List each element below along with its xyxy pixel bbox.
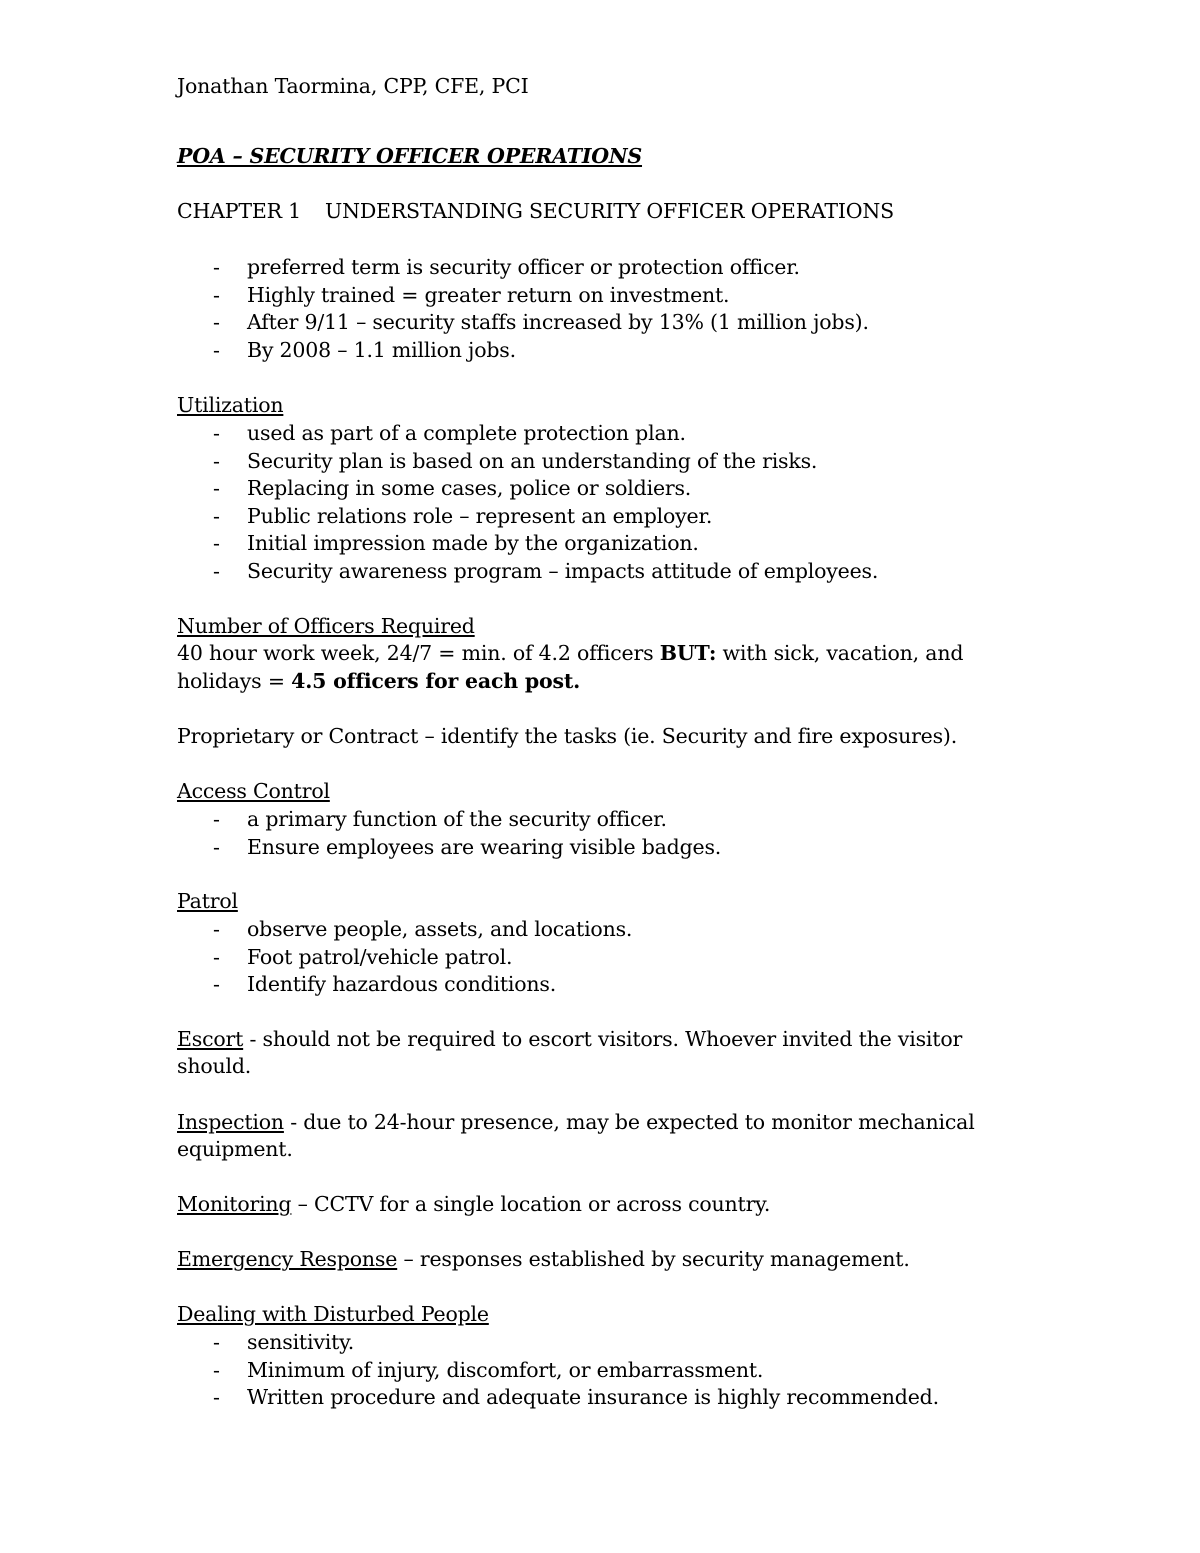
escort-paragraph-line-1: [177, 1025, 962, 1053]
chapter-name: UNDERSTANDING SECURITY OFFICER OPERATIONS: [325, 199, 894, 223]
list-item-text: Replacing in some cases, police or soldiers.: [247, 476, 692, 500]
inspection-text: - due to 24-hour presence, may be expected to monitor mechanical: [283, 1110, 975, 1134]
emergency-paragraph: [177, 1245, 910, 1273]
bullet-dash: -: [213, 337, 220, 362]
chapter-heading: [177, 197, 894, 225]
list-item-text: Highly trained = greater return on investment.: [247, 282, 730, 307]
list-item-text: observe people, assets, and locations.: [247, 917, 633, 941]
document-title: POA – SECURITY OFFICER OPERATIONS: [177, 144, 643, 168]
list-item-text: Security plan is based on an understanding of the risks.: [247, 448, 818, 473]
monitoring-paragraph: [177, 1190, 770, 1218]
officers-text: with sick, vacation, and: [716, 641, 964, 665]
list-item-text: After 9/11 – security staffs increased by 13% (1 million jobs).: [247, 310, 869, 334]
officers-text: 40 hour work week, 24/7 = min. of 4.2 officers: [177, 641, 660, 665]
list-item-text: Minimum of injury, discomfort, or embarrassment.: [247, 1357, 764, 1382]
bullet-dash: -: [213, 807, 220, 831]
bullet-dash: -: [213, 944, 220, 969]
list-item-text: used as part of a complete protection plan.: [247, 421, 686, 445]
escort-paragraph-line-2: should.: [177, 1054, 252, 1078]
list-item-text: By 2008 – 1.1 million jobs.: [247, 337, 516, 362]
bullet-dash: -: [213, 476, 220, 500]
list-item-text: Security awareness program – impacts attitude of employees.: [247, 558, 879, 583]
officers-emphasis: BUT:: [659, 641, 717, 665]
access-control-heading: Access Control: [177, 779, 330, 803]
bullet-dash: -: [213, 531, 220, 555]
bullet-dash: -: [213, 1385, 220, 1409]
inspection-paragraph-line-2: equipment.: [177, 1137, 293, 1161]
list-item-text: Written procedure and adequate insurance is highly recommended.: [247, 1385, 939, 1409]
patrol-heading: Patrol: [177, 889, 238, 913]
list-item-text: sensitivity.: [247, 1330, 355, 1354]
emergency-text: – responses established by security management.: [397, 1247, 910, 1271]
list-item-text: preferred term is security officer or protection officer.: [247, 255, 800, 279]
bullet-dash: -: [213, 1357, 220, 1382]
officers-heading: Number of Officers Required: [177, 614, 475, 638]
bullet-dash: -: [213, 972, 220, 996]
utilization-heading: Utilization: [177, 393, 284, 417]
monitoring-text: – CCTV for a single location or across country.: [291, 1192, 771, 1216]
officers-line-1: [177, 639, 963, 667]
chapter-number: CHAPTER 1: [177, 199, 301, 223]
officers-text: .: [573, 669, 581, 693]
bullet-dash: -: [213, 1330, 220, 1354]
inspection-paragraph-line-1: [177, 1108, 975, 1136]
escort-text: - should not be required to escort visitors. Whoever invited the visitor: [243, 1027, 963, 1051]
bullet-dash: -: [213, 310, 220, 334]
list-item-text: Initial impression made by the organization.: [247, 531, 699, 555]
bullet-dash: -: [213, 255, 220, 279]
inspection-heading: Inspection: [177, 1110, 284, 1134]
bullet-dash: -: [213, 282, 220, 307]
bullet-dash: -: [213, 421, 220, 445]
author-line: Jonathan Taormina, CPP, CFE, PCI: [177, 74, 529, 98]
list-item-text: Foot patrol/vehicle patrol.: [247, 944, 513, 969]
proprietary-paragraph: Proprietary or Contract – identify the tasks (ie. Security and fire exposures).: [177, 724, 958, 748]
emergency-heading: Emergency Response: [177, 1247, 398, 1271]
list-item-text: Identify hazardous conditions.: [247, 972, 557, 996]
monitoring-heading: Monitoring: [177, 1192, 292, 1216]
disturbed-heading: Dealing with Disturbed People: [177, 1302, 489, 1326]
list-item-text: Public relations role – represent an employer.: [247, 503, 713, 528]
list-item-text: a primary function of the security officer.: [247, 807, 667, 831]
bullet-dash: -: [213, 558, 220, 583]
bullet-dash: -: [213, 448, 220, 473]
officers-emphasis: 4.5 officers for each post: [291, 669, 574, 693]
bullet-dash: -: [213, 917, 220, 941]
bullet-dash: -: [213, 834, 220, 859]
escort-heading: Escort: [177, 1027, 244, 1051]
list-item-text: Ensure employees are wearing visible badges.: [247, 834, 722, 859]
officers-text: holidays =: [177, 669, 292, 693]
bullet-dash: -: [213, 503, 220, 528]
officers-line-2: [177, 667, 580, 695]
